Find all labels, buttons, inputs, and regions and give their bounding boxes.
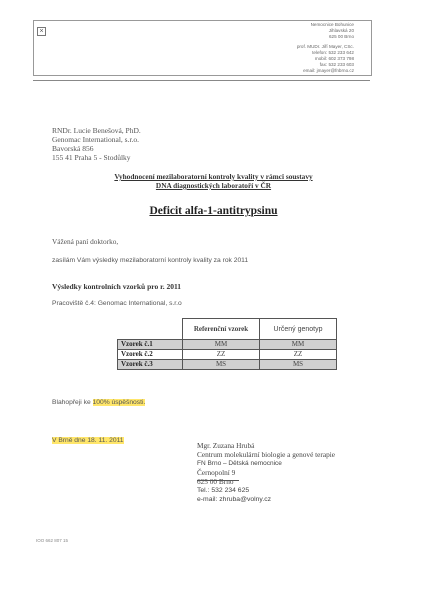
signature-org: Centrum molekulární biologie a genové terapie <box>197 450 335 459</box>
section-title: Výsledky kontrolních vzorků pro r. 2011 <box>52 282 182 291</box>
letterhead-line: fax: 532 233 603 <box>319 62 354 67</box>
table-row <box>118 350 337 360</box>
signature-street: Černopolní 9 <box>197 468 236 477</box>
cell-reference: MM <box>183 340 260 350</box>
letterhead-divider <box>33 80 370 81</box>
signature-city: 625 00 Brno <box>197 477 234 486</box>
cell-result: MS <box>260 360 337 370</box>
intro-text: zasílám Vám výsledky mezilaboratorní kontroly kvality za rok 2011 <box>52 257 249 264</box>
row-label: Vzorek č.2 <box>118 350 183 360</box>
signature-email: e-mail: zhruba@volny.cz <box>197 496 272 503</box>
heading-line-2: DNA diagnostických laboratoří v ČR <box>155 181 272 190</box>
cell-result: ZZ <box>260 350 337 360</box>
document-title: Deficit alfa-1-antitrypsinu <box>149 205 278 217</box>
recipient-company: Genomac International, s.r.o. <box>52 135 140 144</box>
letterhead-line: Nemocnice Bohunice <box>310 22 354 27</box>
letterhead-line: email: jmayer@fnbrno.cz <box>303 68 354 73</box>
results-table <box>117 318 337 370</box>
row-label: Vzorek č.1 <box>118 340 183 350</box>
salutation: Vážená paní doktorko, <box>52 237 119 246</box>
table-corner <box>118 319 183 340</box>
signature-phone: Tel.: 532 234 625 <box>197 487 250 494</box>
workplace-text: Pracoviště č.4: Genomac International, s.r.o <box>52 300 182 307</box>
congrats-prefix: Blahopřeji ke <box>52 399 93 406</box>
box-x-icon: × <box>37 27 46 36</box>
column-header-reference: Referenční vzorek <box>183 319 260 340</box>
letterhead-line: telefon: 532 233 642 <box>312 50 354 55</box>
congrats-highlight: 100% úspěšnosti. <box>92 399 146 406</box>
table-header-row <box>118 319 337 340</box>
recipient-city: 155 41 Praha 5 - Stodůlky <box>52 153 131 162</box>
heading-line-1: Vyhodnocení mezilaboratorní kontroly kvality v rámci soustavy <box>114 172 313 181</box>
place-date <box>52 436 124 445</box>
letterhead-line: Jihlavská 20 <box>328 28 354 33</box>
cell-reference: ZZ <box>183 350 260 360</box>
recipient-name: RNDr. Lucie Benešová, PhD. <box>52 126 141 135</box>
recipient-street: Bavorská 856 <box>52 144 94 153</box>
congrats-text <box>52 398 145 407</box>
place-date-text: V Brně dne 18. 11. 2011 <box>52 437 124 444</box>
row-label: Vzorek č.3 <box>118 360 183 370</box>
signature-hospital: FN Brno – Dětská nemocnice <box>197 460 282 467</box>
footer-code: IOO 662 807 15 <box>36 538 69 543</box>
signature-stroke <box>197 480 239 481</box>
letterhead-line: mobil: 602 373 798 <box>314 56 354 61</box>
letterhead-line: 625 00 Brno <box>328 34 354 39</box>
column-header-genotype: Určený genotyp <box>260 319 337 340</box>
signature-name: Mgr. Zuzana Hrubá <box>197 441 255 450</box>
table-row <box>118 360 337 370</box>
letterhead-line: prof. MUDr. Jiří Mayer, CSc. <box>296 44 354 49</box>
cell-result: MM <box>260 340 337 350</box>
table-row <box>118 340 337 350</box>
cell-reference: MS <box>183 360 260 370</box>
